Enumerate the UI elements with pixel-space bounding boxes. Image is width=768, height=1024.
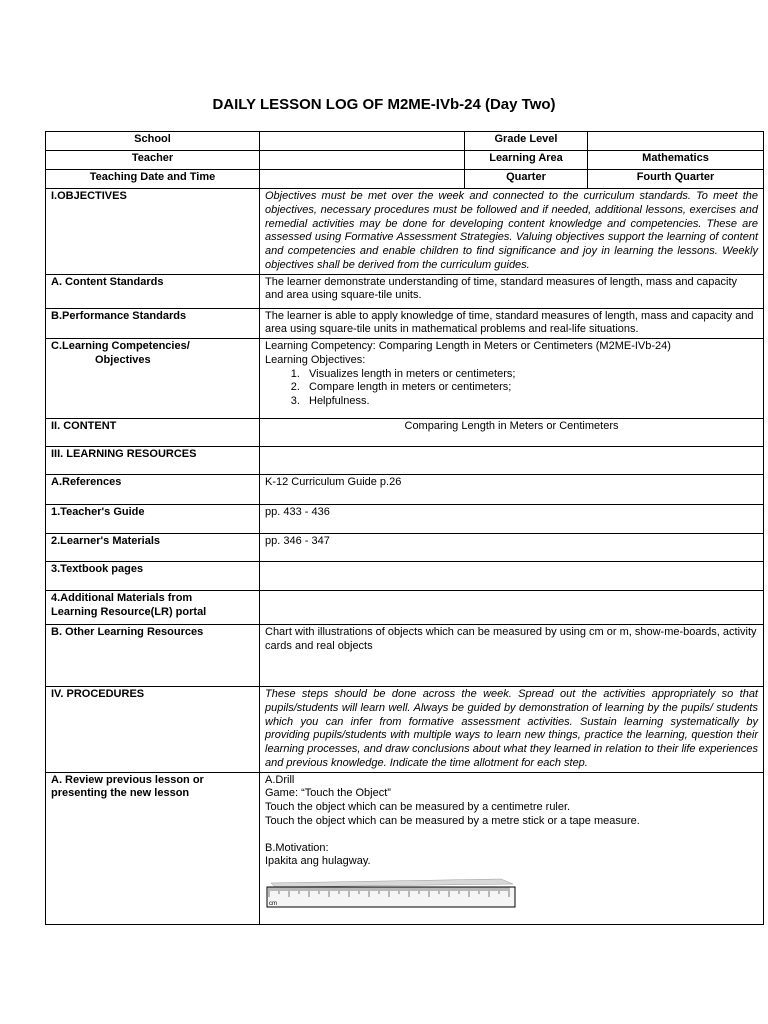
quarter-label: Quarter — [465, 170, 588, 189]
teacher-value[interactable] — [260, 151, 465, 170]
teachers-guide-row — [46, 505, 764, 534]
page-title: DAILY LESSON LOG OF M2ME-IVb-24 (Day Two) — [212, 96, 556, 113]
other-resources-value: Chart with illustrations of objects which can be measured by using cm or m, show-me-boards, activity cards and real objects — [260, 625, 764, 687]
game-title: Game: “Touch the Object” — [265, 787, 391, 800]
drill-heading: A.Drill — [265, 773, 295, 786]
competencies-text — [260, 339, 764, 419]
learners-materials-label: 2.Learner's Materials — [46, 534, 260, 562]
teacher-label: Teacher — [46, 151, 260, 170]
ruler-shadow — [271, 879, 513, 887]
school-row — [46, 132, 764, 151]
teacher-row — [46, 151, 764, 170]
learning-objectives-list — [265, 368, 758, 409]
learning-resources-row — [46, 447, 764, 475]
list-item: 1. Visualizes length in meters or centimeters; — [303, 368, 758, 382]
additional-materials-value[interactable] — [260, 591, 764, 625]
procedures-label: IV. PROCEDURES — [46, 687, 260, 773]
content-standards-row — [46, 274, 764, 308]
grade-level-label: Grade Level — [465, 132, 588, 151]
learning-resources-label: III. LEARNING RESOURCES — [46, 447, 260, 475]
motivation-heading: B.Motivation: — [265, 841, 329, 854]
additional-materials-row — [46, 591, 764, 625]
procedures-text: These steps should be done across the week. Spread out the activities appropriately so that pupils/students will learn well. Always be guided by demonstration of learning by the pupils/ students which you can infer from formative assessment activities. Sustain learning systematically by providing pupils/students with multiple ways to learn new things, practice the learning, question their learning processes, and draw conclusions about what they learned in relation to their life experiences and previous knowledge. Indicate the time allotment for each step. — [260, 687, 764, 773]
teachers-guide-label: 1.Teacher's Guide — [46, 505, 260, 534]
textbook-pages-value[interactable] — [260, 562, 764, 591]
references-label: A.References — [46, 475, 260, 505]
additional-materials-label-line2: Learning Resource(LR) portal — [51, 605, 207, 618]
review-content — [260, 772, 764, 924]
content-label: II. CONTENT — [46, 419, 260, 447]
quarter-value: Fourth Quarter — [588, 170, 764, 189]
content-standards-text: The learner demonstrate understanding of time, standard measures of length, mass and capacity and area using square-tile units. — [260, 274, 764, 308]
drill-line-1: Touch the object which can be measured by a centimetre ruler. — [265, 801, 571, 813]
list-item: 3. Helpfulness. — [303, 395, 758, 409]
show-picture-text: Ipakita ang hulagway. — [265, 855, 371, 868]
additional-materials-label-line1: 4.Additional Materials from — [51, 592, 193, 604]
performance-standards-text: The learner is able to apply knowledge of time, standard measures of length, mass and capacity and area using square-tile units in mathematical problems and real-life situations. — [260, 308, 764, 339]
ruler-unit-label: cm — [269, 901, 277, 907]
competencies-label-line2: Objectives — [95, 353, 151, 366]
learners-materials-value: pp. 346 - 347 — [260, 534, 764, 562]
learning-resources-value — [260, 447, 764, 475]
procedures-row — [46, 687, 764, 773]
learning-area-label: Learning Area — [465, 151, 588, 170]
grade-level-value[interactable] — [588, 132, 764, 151]
other-resources-label: B. Other Learning Resources — [46, 625, 260, 687]
lesson-log-table — [45, 131, 764, 925]
textbook-pages-row — [46, 562, 764, 591]
learning-competency: Learning Competency: Comparing Length in Meters or Centimeters (M2ME-IVb-24) — [265, 340, 671, 352]
school-value[interactable] — [260, 132, 465, 151]
performance-standards-row — [46, 308, 764, 339]
competencies-label — [46, 339, 260, 419]
teachers-guide-value: pp. 433 - 436 — [260, 505, 764, 534]
performance-standards-label: B.Performance Standards — [46, 308, 260, 339]
references-row — [46, 475, 764, 505]
teaching-date-label: Teaching Date and Time — [46, 170, 260, 189]
review-label — [46, 772, 260, 924]
objectives-label: I.OBJECTIVES — [46, 189, 260, 275]
review-label-line2: presenting the new lesson — [51, 787, 190, 800]
school-label: School — [46, 132, 260, 151]
other-resources-row — [46, 625, 764, 687]
additional-materials-label — [46, 591, 260, 625]
references-value: K-12 Curriculum Guide p.26 — [260, 475, 764, 505]
objectives-text: Objectives must be met over the week and connected to the curriculum standards. To meet the objectives, necessary procedures must be followed and if needed, additional lessons, exercises and remedial activities may be done for developing content knowledge and competencies. These are assessed using Formative Assessment Strategies. Valuing objectives support the learning of content and competencies and enable children to find significance and joy in learning the lessons. Weekly objectives shall be derived from the curriculum guides. — [260, 189, 764, 275]
learners-materials-row — [46, 534, 764, 562]
competencies-row — [46, 339, 764, 419]
learning-area-value: Mathematics — [588, 151, 764, 170]
content-standards-label: A. Content Standards — [46, 274, 260, 308]
content-text: Comparing Length in Meters or Centimeters — [260, 419, 764, 447]
ruler-image — [265, 873, 517, 909]
review-row — [46, 772, 764, 924]
teaching-date-value[interactable] — [260, 170, 465, 189]
learning-objectives-label: Learning Objectives: — [265, 353, 366, 366]
objectives-row — [46, 189, 764, 275]
review-label-line1: A. Review previous lesson or — [51, 773, 204, 786]
date-row — [46, 170, 764, 189]
textbook-pages-label: 3.Textbook pages — [46, 562, 260, 591]
content-row — [46, 419, 764, 447]
list-item: 2. Compare length in meters or centimeters; — [303, 381, 758, 395]
drill-line-2: Touch the object which can be measured by a metre stick or a tape measure. — [265, 814, 640, 827]
competencies-label-line1: C.Learning Competencies/ — [51, 340, 190, 352]
